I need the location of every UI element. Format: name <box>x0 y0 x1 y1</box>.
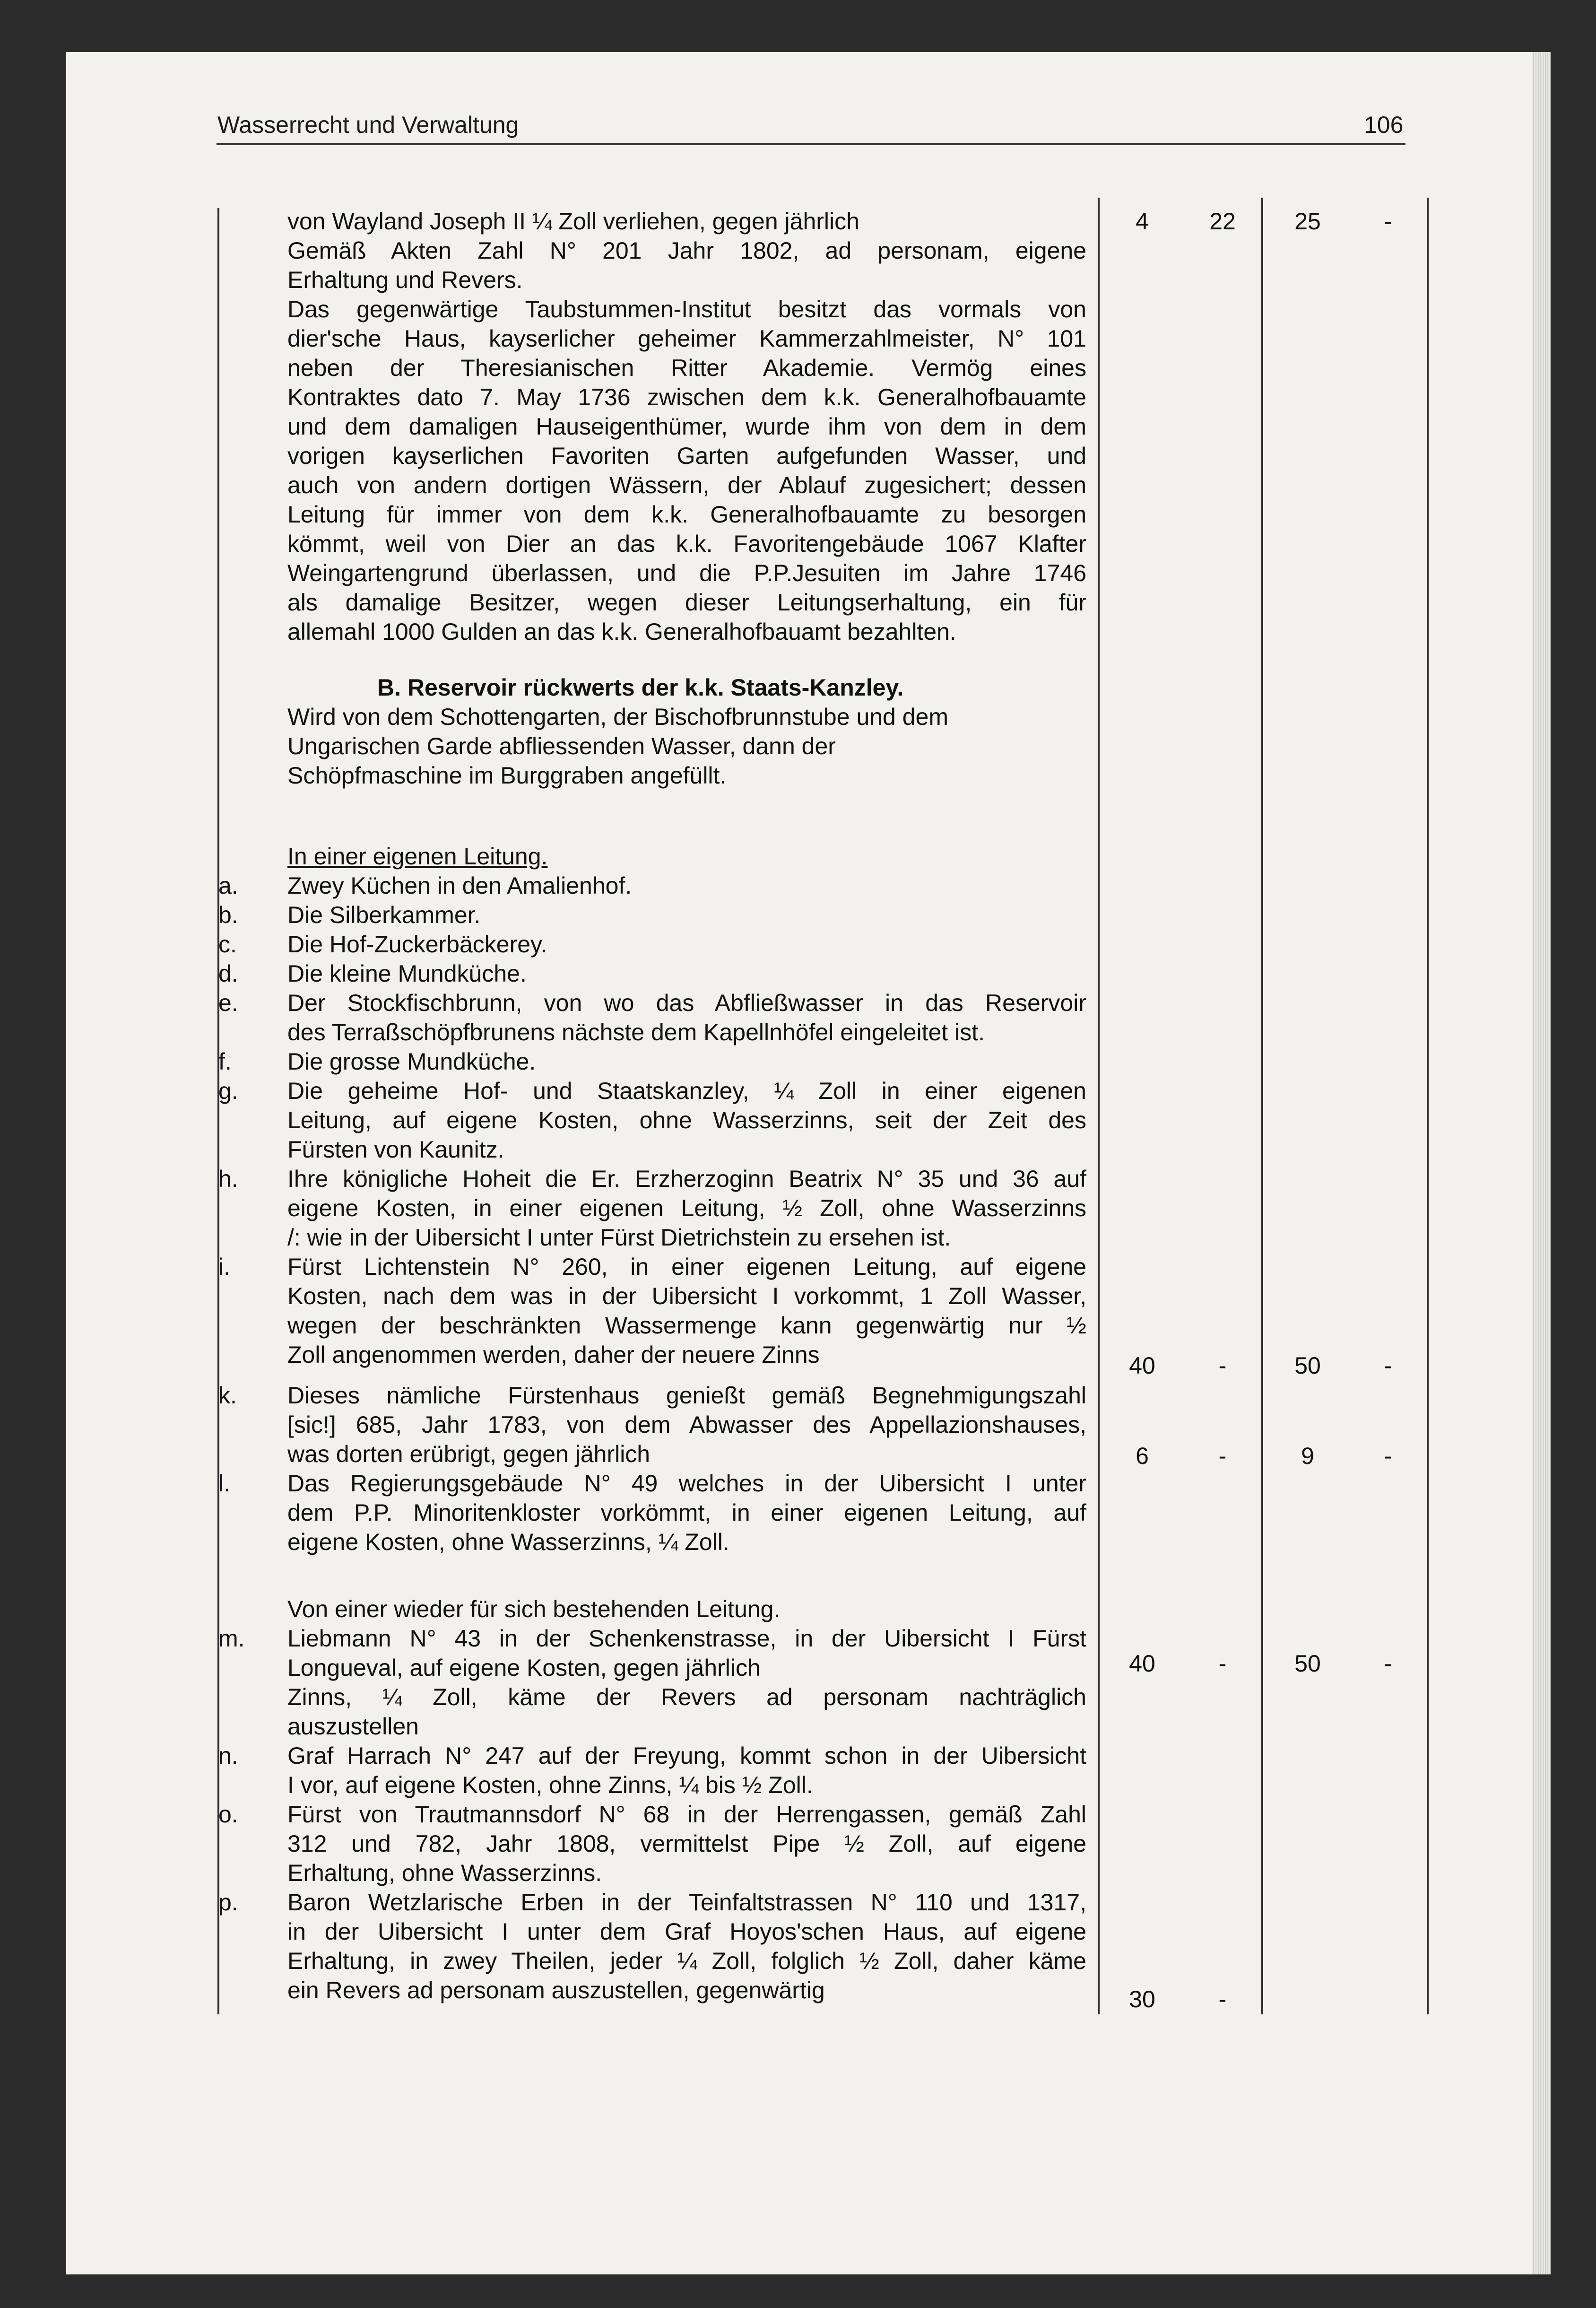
amount-value: 40 <box>1129 1352 1155 1379</box>
text-line: eigene Kosten, ohne Wasserzinns, ¼ Zoll. <box>287 1529 729 1555</box>
text-line: Kontraktes dato 7. May 1736 zwischen dem k.k. Generalhofbauamte <box>287 384 1086 410</box>
text-line: Fürsten von Kaunitz. <box>287 1136 504 1163</box>
item-label: n. <box>218 1742 238 1769</box>
text-column-rule <box>1098 198 1100 2014</box>
text-line: kömmt, weil von Dier an das k.k. Favoritengebäude 1067 Klafter <box>287 531 1086 557</box>
item-label: o. <box>218 1801 238 1828</box>
text-line: Gemäß Akten Zahl N° 201 Jahr 1802, ad personam, eigene <box>287 237 1086 264</box>
amount-value: 6 <box>1136 1443 1149 1469</box>
text-line: Erhaltung, ohne Wasserzinns. <box>287 1860 602 1886</box>
text-line: als damalige Besitzer, wegen dieser Leitungserhaltung, ein für <box>287 589 1086 616</box>
text-line: allemahl 1000 Gulden an das k.k. Generalhofbauamt bezahlten. <box>287 618 956 645</box>
amount-value: - <box>1218 1986 1227 2012</box>
text-line: Zinns, ¼ Zoll, käme der Revers ad personam nachträglich <box>287 1684 1086 1710</box>
text-line: Das gegenwärtige Taubstummen-Institut besitzt das vormals von <box>287 296 1086 322</box>
text-line: dem P.P. Minoritenkloster vorkömmt, in einer eigenen Leitung, auf <box>287 1499 1086 1526</box>
text-line: Weingartengrund überlassen, und die P.P.Jesuiten im Jahre 1746 <box>287 560 1086 586</box>
text-line: Baron Wetzlarische Erben in der Teinfaltstrassen N° 110 und 1317, <box>287 1889 1086 1916</box>
text-line: Zwey Küchen in den Amalienhof. <box>287 872 632 899</box>
text-line: Graf Harrach N° 247 auf der Freyung, kommt schon in der Uibersicht <box>287 1742 1086 1769</box>
item-label: b. <box>218 902 238 928</box>
item-label: g. <box>218 1078 238 1104</box>
right-border-rule <box>1427 198 1429 2014</box>
section-heading: B. Reservoir rückwerts der k.k. Staats-Kanzley. <box>377 674 904 701</box>
text-line: I vor, auf eigene Kosten, ohne Zinns, ¼ bis ½ Zoll. <box>287 1772 813 1798</box>
text-line: Fürst von Trautmannsdorf N° 68 in der Herrengassen, gemäß Zahl <box>287 1801 1086 1828</box>
text-line: /: wie in der Uibersicht I unter Fürst Dietrichstein zu ersehen ist. <box>287 1224 951 1251</box>
amount-value: - <box>1218 1443 1227 1469</box>
item-label: c. <box>218 931 237 958</box>
amount-value: 30 <box>1129 1986 1155 2012</box>
amount-value: - <box>1384 1650 1392 1677</box>
amount-value: 50 <box>1294 1352 1321 1379</box>
text-line: wegen der beschränkten Wassermenge kann gegenwärtig nur ½ <box>287 1312 1086 1339</box>
amount-value: - <box>1384 208 1392 235</box>
text-line: Die geheime Hof- und Staatskanzley, ¼ Zoll in einer eigenen <box>287 1078 1086 1104</box>
item-label: f. <box>218 1048 232 1075</box>
text-line: und dem damaligen Hauseigenthümer, wurde ihm von dem in dem <box>287 413 1086 440</box>
text-line: Ungarischen Garde abfliessenden Wasser, dann der <box>287 733 836 759</box>
text-line: Die Hof-Zuckerbäckerey. <box>287 931 547 958</box>
item-label: e. <box>218 990 238 1016</box>
amount-value: 40 <box>1129 1650 1155 1677</box>
text-line: [sic!] 685, Jahr 1783, von dem Abwasser des Appellazionshauses, <box>287 1411 1086 1438</box>
text-line: ein Revers ad personam auszustellen, gegenwärtig <box>287 1977 825 2003</box>
subheading-own-line: In einer eigenen Leitung. <box>287 843 548 870</box>
amount-column-rule <box>1261 198 1263 2014</box>
header-rule <box>217 143 1405 145</box>
text-line: eigene Kosten, in einer eigenen Leitung, ½ Zoll, ohne Wasserzinns <box>287 1195 1086 1221</box>
text-line: Die grosse Mundküche. <box>287 1048 536 1075</box>
text-line: vorigen kayserlichen Favoriten Garten aufgefunden Wasser, und <box>287 443 1086 469</box>
text-line: Leitung für immer von dem k.k. Generalhofbauamte zu besorgen <box>287 501 1086 528</box>
text-line: von Wayland Joseph II ¼ Zoll verliehen, gegen jährlich <box>287 208 859 235</box>
running-header-title: Wasserrecht und Verwaltung <box>217 112 519 138</box>
text-line: Der Stockfischbrunn, von wo das Abfließwasser in das Reservoir <box>287 990 1086 1016</box>
amount-value: - <box>1218 1650 1227 1677</box>
amount-value: 25 <box>1294 208 1321 235</box>
page-stack-edge <box>1532 52 1551 2274</box>
amount-value: 4 <box>1136 208 1149 235</box>
text-line: neben der Theresianischen Ritter Akademie. Vermög eines <box>287 355 1086 381</box>
text-line: Longueval, auf eigene Kosten, gegen jährlich <box>287 1655 761 1681</box>
text-line: Leitung, auf eigene Kosten, ohne Wasserzinns, seit der Zeit des <box>287 1107 1086 1133</box>
text-line: Fürst Lichtenstein N° 260, in einer eigenen Leitung, auf eigene <box>287 1254 1086 1280</box>
text-line: auch von andern dortigen Wässern, der Ablauf zugesichert; dessen <box>287 472 1086 498</box>
item-label: i. <box>218 1254 230 1280</box>
text-line: 312 und 782, Jahr 1808, vermittelst Pipe ½ Zoll, auf eigene <box>287 1830 1086 1857</box>
text-line: in der Uibersicht I unter dem Graf Hoyos'schen Haus, auf eigene <box>287 1918 1086 1945</box>
text-line: Die kleine Mundküche. <box>287 960 527 987</box>
text-line: dier'sche Haus, kayserlicher geheimer Kammerzahlmeister, N° 101 <box>287 325 1086 352</box>
text-line: Zoll angenommen werden, daher der neuere Zinns <box>287 1341 820 1368</box>
amount-value: 9 <box>1301 1443 1314 1469</box>
item-label: d. <box>218 960 238 987</box>
text-line: Ihre königliche Hoheit die Er. Erzherzoginn Beatrix N° 35 und 36 auf <box>287 1166 1086 1192</box>
text-line: was dorten erübrigt, gegen jährlich <box>287 1441 651 1467</box>
text-line: Das Regierungsgebäude N° 49 welches in der Uibersicht I unter <box>287 1470 1086 1497</box>
item-label: h. <box>218 1166 238 1192</box>
amount-value: - <box>1384 1443 1392 1469</box>
item-label: m. <box>218 1625 245 1652</box>
page-number: 106 <box>1364 112 1404 138</box>
text-line: Erhaltung und Revers. <box>287 267 523 293</box>
subheading-separate-line: Von einer wieder für sich bestehenden Leitung. <box>287 1596 781 1622</box>
amount-value: - <box>1384 1352 1392 1379</box>
text-line: des Terraßschöpfbrunens nächste dem Kapellnhöfel eingeleitet ist. <box>287 1019 985 1045</box>
amount-value: 50 <box>1294 1650 1321 1677</box>
text-line: Wird von dem Schottengarten, der Bischofbrunnstube und dem <box>287 704 949 730</box>
text-line: Liebmann N° 43 in der Schenkenstrasse, in der Uibersicht I Fürst <box>287 1625 1086 1652</box>
item-label: l. <box>218 1470 230 1497</box>
text-line: Schöpfmaschine im Burggraben angefüllt. <box>287 762 727 789</box>
amount-value: 22 <box>1209 208 1236 235</box>
item-label: k. <box>218 1382 237 1409</box>
text-line: Die Silberkammer. <box>287 902 481 928</box>
amount-value: - <box>1218 1352 1227 1379</box>
text-line: auszustellen <box>287 1713 419 1740</box>
text-line: Kosten, nach dem was in der Uibersicht I vorkommt, 1 Zoll Wasser, <box>287 1283 1086 1309</box>
item-label: p. <box>218 1889 238 1916</box>
text-line: Dieses nämliche Fürstenhaus genießt gemäß Begnehmigungszahl <box>287 1382 1086 1409</box>
text-line: Erhaltung, in zwey Theilen, jeder ¼ Zoll, folglich ½ Zoll, daher käme <box>287 1948 1086 1974</box>
item-label: a. <box>218 872 238 899</box>
